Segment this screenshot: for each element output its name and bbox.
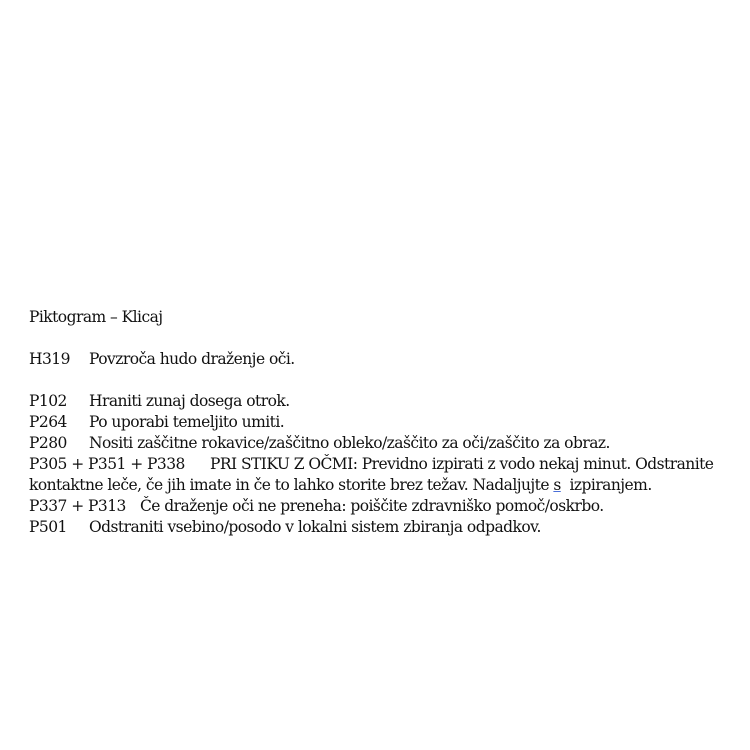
precaution-continuation xyxy=(29,475,741,496)
precaution-text: izpiranjem. xyxy=(560,476,652,494)
precaution-text: Odstraniti vsebino/posodo v lokalni sistem zbiranja odpadkov. xyxy=(89,518,541,536)
precaution-text: kontaktne leče, če jih imate in če to lahko storite brez težav. Nadaljujte xyxy=(29,476,554,494)
precaution-code: P102 xyxy=(29,392,67,410)
precaution-statement xyxy=(29,517,741,538)
precaution-text: Nositi zaščitne rokavice/zaščitno obleko/zaščito za oči/zaščito za obraz. xyxy=(89,434,610,452)
pictogram-line: Piktogram – Klicaj xyxy=(29,308,163,326)
safety-label-text xyxy=(29,307,741,538)
precaution-code: P280 xyxy=(29,434,67,452)
precaution-statement xyxy=(29,412,741,433)
underlined-letter: s xyxy=(553,476,561,494)
precaution-code: P264 xyxy=(29,413,67,431)
precaution-text: Po uporabi temeljito umiti. xyxy=(89,413,285,431)
precaution-text: Če draženje oči ne preneha: poiščite zdravniško pomoč/oskrbo. xyxy=(140,497,604,515)
hazard-statement xyxy=(29,349,741,370)
precaution-text: PRI STIKU Z OČMI: Previdno izpirati z vodo nekaj minut. Odstranite xyxy=(210,455,714,473)
precaution-code: P337 + P313 xyxy=(29,497,126,515)
spacer xyxy=(29,328,741,349)
precaution-statement xyxy=(29,496,741,517)
spacer xyxy=(29,370,741,391)
hazard-code: H319 xyxy=(29,350,70,368)
precaution-text: Hraniti zunaj dosega otrok. xyxy=(89,392,290,410)
precaution-code: P501 xyxy=(29,518,67,536)
precaution-statement xyxy=(29,433,741,454)
precaution-statement xyxy=(29,454,741,475)
precaution-statement xyxy=(29,391,741,412)
precaution-code: P305 + P351 + P338 xyxy=(29,455,185,473)
hazard-text: Povzroča hudo draženje oči. xyxy=(89,350,295,368)
